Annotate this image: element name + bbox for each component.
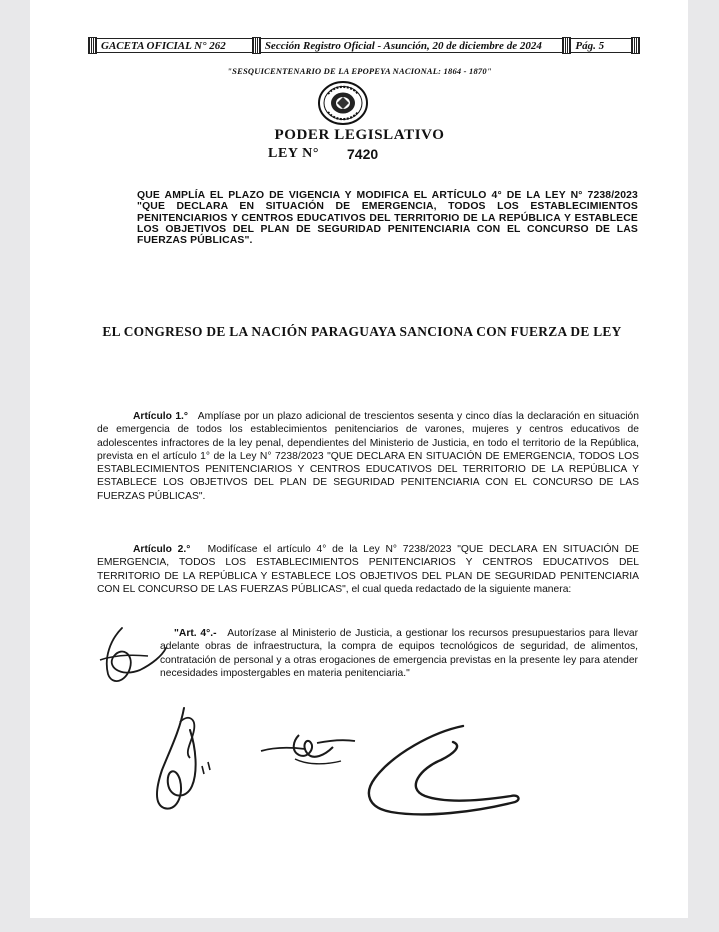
initials-signature [92, 620, 172, 690]
enacting-clause: EL CONGRESO DE LA NACIÓN PARAGUAYA SANCIONA CON FUERZA DE LEY [102, 324, 622, 339]
article-2-label: Artículo 2.° [133, 544, 191, 555]
article-1-label: Artículo 1.° [133, 411, 189, 422]
header-ornament [88, 37, 97, 54]
motto: "SESQUICENTENARIO DE LA EPOPEYA NACIONAL: 1864 - 1870" [227, 66, 492, 76]
header-ornament [252, 37, 261, 54]
congress-seal-icon [316, 80, 370, 126]
quoted-article-text: Autorízase al Ministerio de Justicia, a gestionar los recursos presupuestarios para llevar adelante obras de infraestructura, la compra de equipos tecnológicos de seguridad, de alimentos, contratación de personal y a otras erogaciones de emergencia previstas en la presente ley para atender necesidades impostergables en materia penitenciaria." [160, 628, 638, 679]
article-2-text: Modifícase el artículo 4° de la Ley N° 7238/2023 "QUE DECLARA EN SITUACIÓN DE EMERGENCIA, TODOS LOS ESTABLECIMIENTOS PENITENCIARIOS Y CENTROS EDUCATIVOS DEL TERRITORIO DE LA REPÚBLICA Y ESTABLECE LOS OBJETIVOS DEL PLAN DE SEGURIDAD PENITENCIARIA CON EL CONCURSO DE LAS FUERZAS PÚBLICAS", el cual queda redactado de la siguiente manera: [97, 544, 639, 595]
quoted-article-label: "Art. 4°.- [174, 628, 217, 639]
gazette-section: Sección Registro Oficial - Asunción, 20 de diciembre de 2024 [261, 38, 563, 53]
article-1-text: Amplíase por un plazo adicional de trescientos sesenta y cinco días la declaración en situación de emergencia de todos los establecimientos penitenciarios de varones, mujeres y centros educativos de adolescentes infractores de la ley penal, dependientes del Ministerio de Justicia, en todo el territorio de la República, prevista en el artículo 1° de la Ley N° 7238/2023 "QUE DECLARA EN SITUACIÓN DE EMERGENCIA, TODOS LOS ESTABLECIMIENTOS PENITENCIARIOS Y CENTROS EDUCATIVOS DEL TERRITORIO DE LA REPÚBLICA Y ESTABLECE LOS OBJETIVOS DEL PLAN DE SEGURIDAD PENITENCIARIA CON EL CONCURSO DE LAS FUERZAS PÚBLICAS". [97, 411, 640, 502]
header-ornament [631, 37, 640, 54]
gazette-header [88, 37, 640, 54]
article-1 [97, 410, 639, 503]
law-label: LEY N° [268, 146, 320, 161]
law-title: QUE AMPLÍA EL PLAZO DE VIGENCIA Y MODIFICA EL ARTÍCULO 4° DE LA LEY N° 7238/2023 "QUE DECLARA EN SITUACIÓN DE EMERGENCIA, TODOS LOS ESTABLECIMIENTOS PENITENCIARIOS Y CENTROS EDUCATIVOS DEL TERRITORIO DE LA REPÚBLICA Y ESTABLECE LOS OBJETIVOS DEL PLAN DE SEGURIDAD PENITENCIARIA CON EL CONCURSO DE LAS FUERZAS PÚBLICAS". [137, 190, 638, 247]
gazette-page: Pág. 5 [571, 38, 631, 53]
article-2 [97, 543, 639, 596]
law-number: 7420 [347, 146, 379, 162]
signature-3 [335, 708, 525, 828]
header-ornament [562, 37, 571, 54]
signature-1 [140, 700, 230, 815]
chamber-title: PODER LEGISLATIVO [274, 127, 445, 143]
gazette-name: GACETA OFICIAL N° 262 [97, 38, 252, 53]
quoted-article-4 [160, 627, 638, 680]
